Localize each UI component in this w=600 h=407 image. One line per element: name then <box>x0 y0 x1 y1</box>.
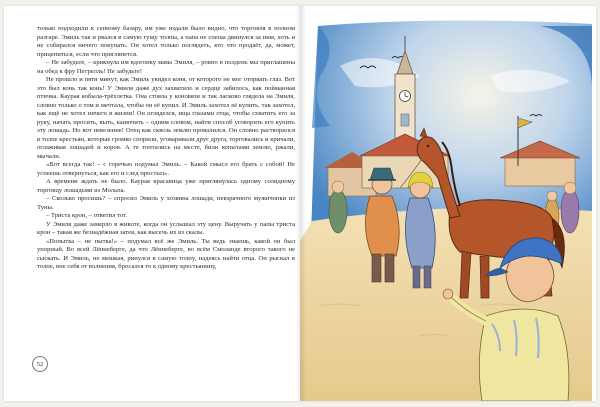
paragraph: – Триста крон, – ответил тот. <box>46 212 128 219</box>
paragraph: только подходили к сенному базару, им уже издали было видно, что торговля в полном разгаре. Эмиль так и рвался в самую гущу толпы, а папа не спеша двинулся за ним, хоть и не собирался ничего покупать. Он хотел только поглядеть, кто что продаёт, да, может, прицениться, если что приглянется. <box>37 25 295 58</box>
paragraph: А времени ждать не было. Каурая красавица уже приглянулась одному солидному торговцу лошадьми из Мольпа. <box>37 178 295 194</box>
paragraph: – Не забудьте, – крикнула им вдогонку мама Эмиля, – ровно в полдень мы приглашены на обед к фру Петрелль! Не забудьте! <box>37 59 295 75</box>
paragraph: «Попытка – не пытка!» – подумал всё же Эмиль. Ты ведь знаешь, какой он был упорный. Во всей Лённеберге, да что Лённеберге, во всём Смоланде второго такого не сыскать. И Эмиль, не мешкая, ринулся в самую толпу, надеясь найти отца. Он рыскал в толпе, вне себя от волнения, бросался то к одному крестьянину, <box>37 237 295 270</box>
paragraph: Не прошло и пяти минут, как Эмиль увидел коня, от которого не мог оторвать глаз. Вот это был конь так конь! У Эмиля даже дух захватило и сердце забилось, как пойманная птичка. Каурая кобыла-трёхлетка. Она стояла у коновязи и так ласково глядела на Эмиля, словно только о том и мечтала, чтобы он её купил. И Эмиль захотел её купить, так захотел, как ещё не хотел ничего в жизни! Он огляделся, ища глазами отца, чтобы схватить его за руку, начать просить, выть, канючить – одним словом, найти способ уговорить его купить эту лошадь. Но вот невезение! Отец как сквозь землю провалился. Он словно растворился в толпе крестьян, которые громко спорили, уговаривали друг друга, торговались и кричали, оглаживая лошадей и коров. А те топтались на месте, били копытами землю, ржали, мычали. <box>37 76 295 160</box>
left-page <box>4 6 300 401</box>
right-page <box>300 6 596 401</box>
paragraph: «Вот всегда так! – с горечью подумал Эмиль. – Какой смысл его брать с собой! Не успеешь отвернуться, как его и след простыл». <box>37 161 295 177</box>
market-illustration <box>300 6 596 401</box>
page-number-text: 52 <box>36 360 44 368</box>
page-number <box>32 356 48 372</box>
text-column <box>37 25 295 272</box>
paragraph: – Сколько просишь? – спросил Эмиль у хозяина лошади, невзрачного мужичонки из Туны. <box>37 195 295 211</box>
book-spread <box>4 6 596 401</box>
paragraph: У Эмиля даже замерло в животе, когда он услышал эту цену. Выручать у папы триста крон – такая же безнадёжная затея, как высечь их из скалы. <box>37 220 295 236</box>
